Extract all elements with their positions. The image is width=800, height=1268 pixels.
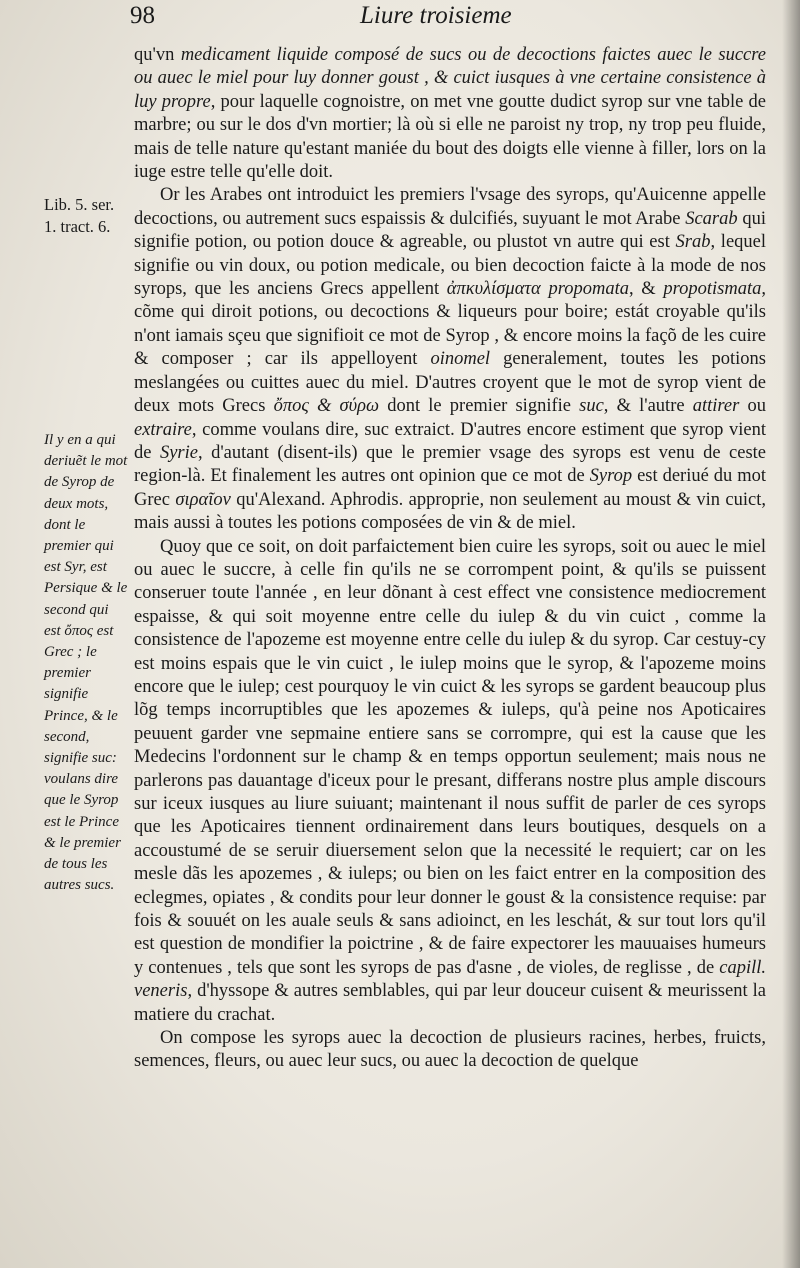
italic-text: capill. veneris [134,957,766,1002]
page-number: 98 [130,2,155,29]
italic-text: medicament liquide composé de sucs ou de decoctions faictes auec le succre ou auec le miel pour luy donner goust , & cuict iusques à vne certaine consistence à luy propre [134,45,766,112]
text-segment: , & [628,279,664,300]
italic-text: extraire [134,419,192,440]
paragraph [134,184,766,535]
text-segment: , lequel signifie ou vin doux, ou potion medicale, ou bien decoction faicte à la mode de nos syrops, que les anciens Grecs appellent [134,232,767,300]
italic-text: Syrie [159,442,198,463]
text-segment: , & l'autre [603,396,693,417]
italic-text: Syrop [589,466,633,487]
body-text [134,44,766,1074]
italic-text: ἀπκυλίσματα propomata [446,279,629,300]
text-segment: , comme voulans dire, suc extraict. D'autres encore estiment que syrop vient de [134,419,766,463]
italic-text: propotismata [663,279,762,300]
text-segment: On compose les syrops auec la decoction de plusieurs racines, herbes, fruicts, semences, fleurs, ou auec leur sucs, ou auec la decoction de quelque [134,1028,766,1072]
paragraph [134,44,766,184]
margin-note: Il y en a qui deriuẽt le mot de Syrop de deux mots, dont le premier qui est Syr, est Persique & le second qui est ὄπος est Grec ; le premier signifie Prince, & le second, signifie suc: voulans dire que le Syrop est le Prince & le premier de tous les autres sucs. [44,432,128,894]
text-segment: , pour laquelle cognoistre, on met vne goutte dudict syrop sur vne table de marbre; ou sur le dos d'vn mortier; là où si elle ne paroist ny trop, ny trop peu fluide, mais de telle nature qu'estant maniée du bout des doigts elle vienne à filler, lors on la iuge estre telle qu'elle doit. [134,91,766,183]
running-title: Liure troisieme [360,2,512,29]
text-segment: qu'vn [134,45,181,65]
page-header [130,0,790,46]
italic-text: attirer [692,396,740,417]
text-segment: ou [739,396,766,417]
page-edge-shadow [782,0,800,1268]
italic-text: suc [579,396,604,417]
text-segment: Quoy que ce soit, on doit parfaictement bien cuire les syrops, soit ou auec le miel ou auec le succre, à celle fin qu'ils ne se corrompent point, & qu'ils se puissent conseruer toute l'année , en leur dõnant à cest effect vne consistence mediocrement espaisse, & qui soit moyenne entre celle du iulep & du vin cuict , comme la consistence de l'apozeme est moyenne entre celle du iulep & du syrop. Car cestuy-cy est moins espais que le vin cuict , le iulep moins que le syrop, & l'apozeme moins encore que le iulep; cest pourquoy le vin cuict & les syrops se gardent beaucoup plus lõg temps incorruptibles que les apozemes & iuleps, qu'à peine nos Apoticaires peuuent garder vne sepmaine entiere sans se corrompre, qui est la cause que les Medecins l'ordonnent sur le champ & en temps opportun seulement; mais nous ne parlerons pas dauantage d'iceux pour le presant, differans nostre plus ample discours sur iceux iusques au liure suiuant; maintenant il nous suffit de parler de ces syrops que les Apoticaires tiennent ordinairement dans leurs boutiques, desquels on a accoustumé de se seruir diuersement selon que la necessité le requiert; car on les mesle dãs les apozemes , & iuleps; ou bien on les faict entrer en la composition des eclegmes, opiates , & condits pour leur donner le goust & la consistence requise: par fois & souuét on les auale seuls & sans adioinct, en les leschát, & sur tout lors qu'il est question de mondifier la poictrine , & de faire expectorer les mauuaises humeurs y contenues , tels que sont les syrops de pas d'asne , de violes, de reglisse , de [134,536,766,978]
italic-text: σιραῖον [175,489,231,510]
italic-text: ὄπος & σύρω [273,396,380,417]
italic-text: Srab [675,232,711,253]
text-segment: generalement, toutes les potions meslangées ou cuittes auec du miel. D'autres croyent que le mot de syrop vient de deux mots Grecs [134,349,766,417]
italic-text: Scarab [685,208,738,229]
paragraph [134,536,766,1028]
italic-text: oinomel [430,349,491,370]
text-segment: , cõme qui diroit potions, ou decoctions & liqueurs pour boire; estát croyable qu'ils n'ont iamais sçeu que signifioit ce mot de Syrop , & encore moins la façõ de les cuire & composer ; car ils appelloyent [134,279,767,370]
text-segment: qui signifie potion, ou potion douce & agreable, ou plustot vn autre qui est [134,208,766,253]
text-segment: Or les Arabes ont introduict les premiers l'vsage des syrops, qu'Auicenne appelle decoctions, ou autrement sucs espaissis & dulcifiés, suyuant le mot Arabe [134,185,766,229]
text-segment: dont le premier signifie [379,396,580,417]
paragraph [134,1027,766,1074]
text-segment: , d'autant (disent-ils) que le premier vsage des syrops est venu de ceste region-là. Et finalement les autres ont opinion que ce mot de [134,442,766,487]
text-segment: qu'Alexand. Aphrodis. approprie, non seulement au moust & vin cuict, mais aussi à toutes les potions composées de vin & de miel. [134,489,767,534]
margin-reference: Lib. 5. ser. 1. tract. 6. [44,195,115,236]
text-segment: est deriué du mot Grec [134,466,766,510]
text-segment: , d'hyssope & autres semblables, qui par leur douceur cuisent & meurissent la matiere du crachat. [134,981,766,1025]
